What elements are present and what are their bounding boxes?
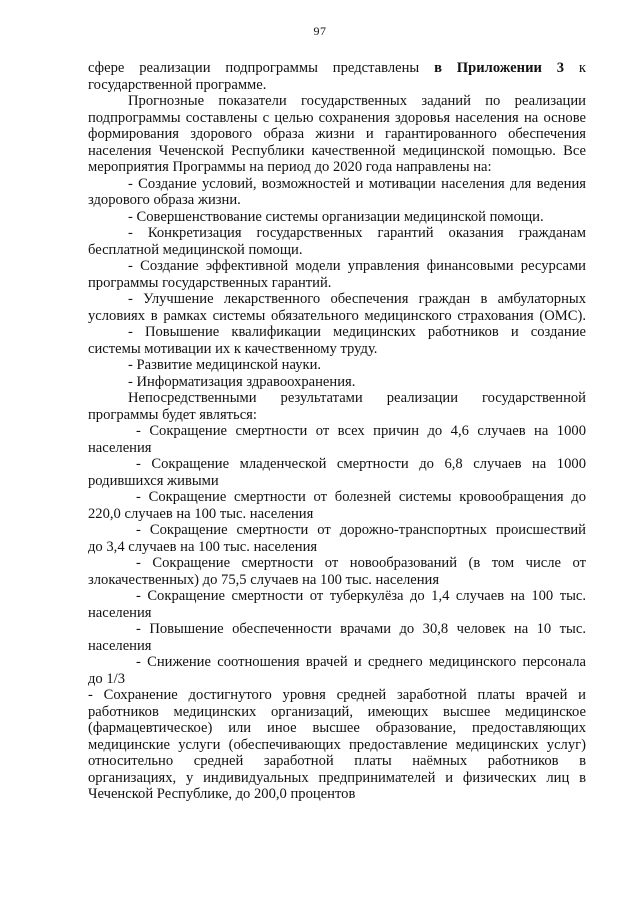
text-line: [88, 192, 586, 209]
text-line: [88, 423, 586, 440]
text-line-content: подпрограммы составлены с целью сохранения здоровья населения на основе: [88, 109, 586, 126]
text-line: [88, 308, 586, 325]
text-line: [88, 374, 586, 391]
text-line: [88, 720, 586, 737]
text-line-content: относительно средней заработной платы наёмных работников в: [88, 753, 586, 769]
text-line: [88, 357, 586, 374]
text-line-content: - Сокращение смертности от туберкулёза до 1,4 случаев на 100 тыс.: [136, 588, 586, 604]
text-line: [88, 654, 586, 671]
text-line: [88, 407, 586, 424]
text-line-tail: к: [564, 60, 586, 76]
text-line: [88, 110, 586, 127]
text-line-content: программы будет являться:: [88, 406, 257, 423]
text-line: [88, 588, 586, 605]
text-line-content: сфере реализации подпрограммы представлены: [88, 60, 435, 76]
text-line: [88, 704, 586, 721]
text-line: [88, 126, 586, 143]
text-line-content: населения: [88, 637, 152, 654]
text-line: [88, 258, 586, 275]
text-line-content: - Информатизация здравоохранения.: [128, 373, 356, 390]
text-line-content: здорового образа жизни.: [88, 192, 241, 208]
text-line-content: злокачественных) до 75,5 случаев на 100 тыс. населения: [88, 571, 440, 588]
text-line-content: (фармацевтическое) или иное высшее образование, предоставляющих: [88, 720, 586, 736]
text-line-content: Непосредственными результатами реализации государственной: [128, 390, 586, 406]
page-number: 97: [313, 24, 327, 38]
text-line-content: формирования здорового образа жизни и гарантированного обеспечения: [88, 126, 586, 142]
text-line: [88, 176, 586, 193]
text-line-content: - Создание эффективной модели управления финансовыми ресурсами: [128, 258, 586, 274]
text-line-content: - Улучшение лекарственного обеспечения граждан в амбулаторных: [128, 291, 586, 307]
text-line: [88, 605, 586, 622]
text-line-content: бесплатной медицинской помощи.: [88, 241, 303, 258]
text-line: [88, 572, 586, 589]
text-line-content: системы мотивации их к качественному труду.: [88, 340, 378, 357]
text-line-content: - Повышение квалификации медицинских работников и создание: [128, 324, 586, 340]
text-line: [88, 737, 586, 754]
text-line-content: условиях в рамках системы обязательного медицинского страхования (ОМС).: [88, 307, 586, 324]
text-line: [88, 473, 586, 490]
text-line-content: - Сохранение достигнутого уровня средней заработной платы врачей и: [88, 687, 586, 703]
text-line-content: - Совершенствование системы организации медицинской помощи.: [128, 208, 544, 225]
text-line-content: - Сокращение смертности от новообразований (в том числе от: [136, 555, 586, 571]
text-line-content: населения: [88, 439, 152, 456]
text-line-content: - Повышение обеспеченности врачами до 30,8 человек на 10 тыс.: [136, 621, 586, 637]
text-line: [88, 242, 586, 259]
text-line: [88, 390, 586, 407]
text-line-content: родившихся живыми: [88, 472, 219, 489]
text-line-content: государственной программе.: [88, 76, 267, 93]
text-line: [88, 638, 586, 655]
text-line: [88, 786, 586, 803]
text-line: [88, 341, 586, 358]
text-line-content: населения: [88, 604, 152, 621]
text-line: [88, 671, 586, 688]
text-line: [88, 621, 586, 638]
text-line-content: - Конкретизация государственных гарантий оказания гражданам: [128, 225, 586, 241]
text-line-content: населения Чеченской Республики качественной медицинской помощью. Все: [88, 142, 586, 159]
text-line: [88, 143, 586, 160]
text-line-content: организациях, у индивидуальных предпринимателей и физических лиц в: [88, 769, 586, 786]
text-line-content: программы государственных гарантий.: [88, 274, 332, 291]
text-line-content: работников медицинских организаций, имеющих высшее медицинское: [88, 703, 586, 720]
text-line: [88, 225, 586, 242]
text-line: [88, 770, 586, 787]
text-line: [88, 60, 586, 77]
text-line-content: Чеченской Республике, до 200,0 процентов: [88, 786, 356, 802]
text-line-content: - Развитие медицинской науки.: [128, 357, 322, 373]
text-line-content: медицинские услуги (обеспечивающих предоставление медицинских услуг): [88, 736, 586, 753]
text-line: [88, 489, 586, 506]
text-line-content: - Сокращение младенческой смертности до 6,8 случаев на 1000: [136, 456, 586, 472]
text-line-content: - Сокращение смертности от дорожно-транспортных происшествий: [136, 522, 586, 538]
text-line: [88, 275, 586, 292]
text-line-content: до 3,4 случаев на 100 тыс. населения: [88, 538, 318, 555]
text-line: [88, 753, 586, 770]
text-line: [88, 522, 586, 539]
text-line-content: - Сокращение смертности от всех причин до 4,6 случаев на 1000: [136, 423, 586, 439]
text-line: [88, 77, 586, 94]
text-line-content: Прогнозные показатели государственных заданий по реализации: [128, 93, 586, 109]
text-line-content: - Снижение соотношения врачей и среднего медицинского персонала: [136, 654, 586, 670]
text-line-content: - Создание условий, возможностей и мотивации населения для ведения: [128, 175, 586, 192]
text-line-content: до 1/3: [88, 670, 126, 687]
text-line: [88, 440, 586, 457]
text-line: [88, 506, 586, 523]
text-line-content: - Сокращение смертности от болезней системы кровообращения до: [136, 489, 586, 505]
document-body: [88, 60, 586, 803]
text-line: [88, 291, 586, 308]
text-line: [88, 93, 586, 110]
text-line: [88, 539, 586, 556]
text-line: [88, 209, 586, 226]
text-line: [88, 687, 586, 704]
text-line: [88, 159, 586, 176]
text-line-content: мероприятия Программы на период до 2020 года направлены на:: [88, 159, 492, 175]
text-line-content: 220,0 случаев на 100 тыс. населения: [88, 505, 314, 522]
appendix-reference: в Приложении 3: [434, 60, 565, 76]
text-line: [88, 456, 586, 473]
text-line: [88, 555, 586, 572]
text-line: [88, 324, 586, 341]
